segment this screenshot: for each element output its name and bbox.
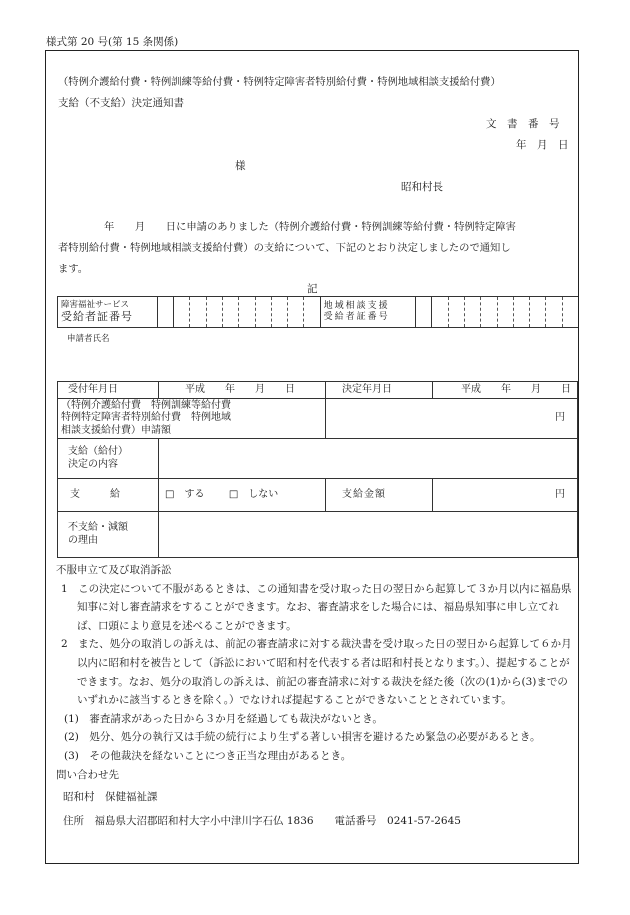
id-number-table bbox=[57, 296, 578, 328]
digit-cell[interactable] bbox=[562, 297, 578, 328]
date-label: 年 月 日 bbox=[516, 139, 569, 151]
digit-cell[interactable] bbox=[239, 297, 255, 328]
decision-content-label: 支給（給付） 決定の内容 bbox=[58, 439, 159, 479]
received-date-value[interactable]: 平成 年 月 日 bbox=[159, 382, 326, 399]
digit-cell[interactable] bbox=[271, 297, 287, 328]
contact-dept: 昭和村 保健福祉課 bbox=[63, 791, 158, 804]
digit-cell[interactable] bbox=[222, 297, 238, 328]
doc-number-label: 文 書 番 号 bbox=[486, 118, 560, 130]
notes-heading: 不服申立て及び取消訴訟 bbox=[56, 564, 172, 576]
note-item-2: 2 また、処分の取消しの訴えは、前記の審査請求に対する裁決書を受け取った日の翌日から起算して６か月以内に昭和村を被告として（訴訟において昭和村を代表する者は昭和村長となります。）、提起することができます。なお、処分の取消しの訴えは、前記の審査請求に対する裁決を経た後（次の(1)から(3)までのいずれかに該当するときを除く。）でなければ提起することができないこととされています。 bbox=[61, 638, 572, 707]
decision-date-label: 決定年月日 bbox=[326, 382, 433, 399]
form-title: 支給（不支給）決定通知書 bbox=[58, 97, 184, 109]
option-yes-checkbox[interactable]: □ する bbox=[165, 488, 205, 500]
note-sub-2: (2) 処分、処分の執行又は手続の続行により生ずる著しい損害を避けるため緊急の必要があるとき。 bbox=[64, 731, 541, 744]
recipient-suffix: 様 bbox=[235, 160, 246, 172]
paid-amount-value[interactable]: 円 bbox=[433, 479, 578, 512]
consult-id-label: 地域相談支援 受給者証番号 bbox=[320, 297, 416, 328]
contact-heading: 問い合わせ先 bbox=[56, 768, 119, 781]
applied-amount-label: （特例介護給付費 特例訓練等給付費 特例特定障害者特別給付費 特例地域 相談支援給付費）申請額 bbox=[58, 399, 326, 439]
ki-label: 記 bbox=[307, 283, 318, 295]
digit-cell[interactable] bbox=[255, 297, 271, 328]
note-item-1: 1 この決定について不服があるときは、この通知書を受け取った日の翌日から起算して３か月以内に福島県知事に対し審査請求をすることができます。なお、審査請求をした場合には、福島県知事に申し立てれば、口頭により意見を述べることができます。 bbox=[61, 582, 572, 632]
digit-cell[interactable] bbox=[530, 297, 546, 328]
service-id-label: 障害福祉サービス 受給者証番号 bbox=[58, 297, 158, 328]
digit-cell[interactable] bbox=[546, 297, 562, 328]
decision-date-value[interactable]: 平成 年 月 日 bbox=[433, 382, 578, 399]
form-subtitle: （特例介護給付費・特例訓練等給付費・特例特定障害者特別給付費・特例地域相談支援給付費） bbox=[58, 76, 501, 88]
form-number: 様式第 20 号(第 15 条関係) bbox=[46, 36, 179, 48]
digit-cell[interactable] bbox=[465, 297, 481, 328]
reason-label: 不支給・減額 の理由 bbox=[58, 512, 159, 558]
body-line-3: ます。 bbox=[58, 263, 89, 275]
note-sub-3: (3) その他裁決を経ないことにつき正当な理由があるとき。 bbox=[64, 749, 352, 762]
reason-value[interactable] bbox=[159, 512, 578, 558]
digit-cell[interactable] bbox=[304, 297, 320, 328]
digit-cell[interactable] bbox=[157, 297, 173, 328]
payment-options[interactable] bbox=[159, 479, 326, 512]
digit-cell[interactable] bbox=[288, 297, 304, 328]
note-sub-1: (1) 審査請求があった日から３か月を経過しても裁決がないとき。 bbox=[64, 712, 383, 725]
digit-cell[interactable] bbox=[432, 297, 448, 328]
decision-content-value[interactable] bbox=[159, 439, 578, 479]
applicant-name-label: 申請者氏名 bbox=[67, 334, 110, 344]
digit-cell[interactable] bbox=[481, 297, 497, 328]
digit-cell[interactable] bbox=[497, 297, 513, 328]
body-line-2: 者特別給付費・特例地域相談支援給付費）の支給について、下記のとおり決定しましたので通知し bbox=[58, 242, 511, 254]
contact-address: 住所 福島県大沼郡昭和村大字小中津川字石仏 1836 電話番号 0241-57-2645 bbox=[63, 814, 461, 827]
paid-amount-label: 支給金額 bbox=[326, 479, 433, 512]
digit-cell[interactable] bbox=[174, 297, 190, 328]
digit-cell[interactable] bbox=[190, 297, 206, 328]
digit-cell[interactable] bbox=[448, 297, 464, 328]
digit-cell[interactable] bbox=[513, 297, 529, 328]
option-no-checkbox[interactable]: □ しない bbox=[228, 488, 279, 500]
decision-table bbox=[57, 381, 578, 558]
received-date-label: 受付年月日 bbox=[58, 382, 159, 399]
body-line-1: 年 月 日に申請のありました（特例介護給付費・特例訓練等給付費・特例特定障害 bbox=[104, 221, 516, 233]
applied-amount-value[interactable]: 円 bbox=[326, 399, 578, 439]
digit-cell[interactable] bbox=[416, 297, 432, 328]
issuer: 昭和村長 bbox=[401, 181, 443, 193]
digit-cell[interactable] bbox=[206, 297, 222, 328]
payment-label: 支 給 bbox=[58, 479, 159, 512]
notes-section bbox=[57, 561, 577, 830]
